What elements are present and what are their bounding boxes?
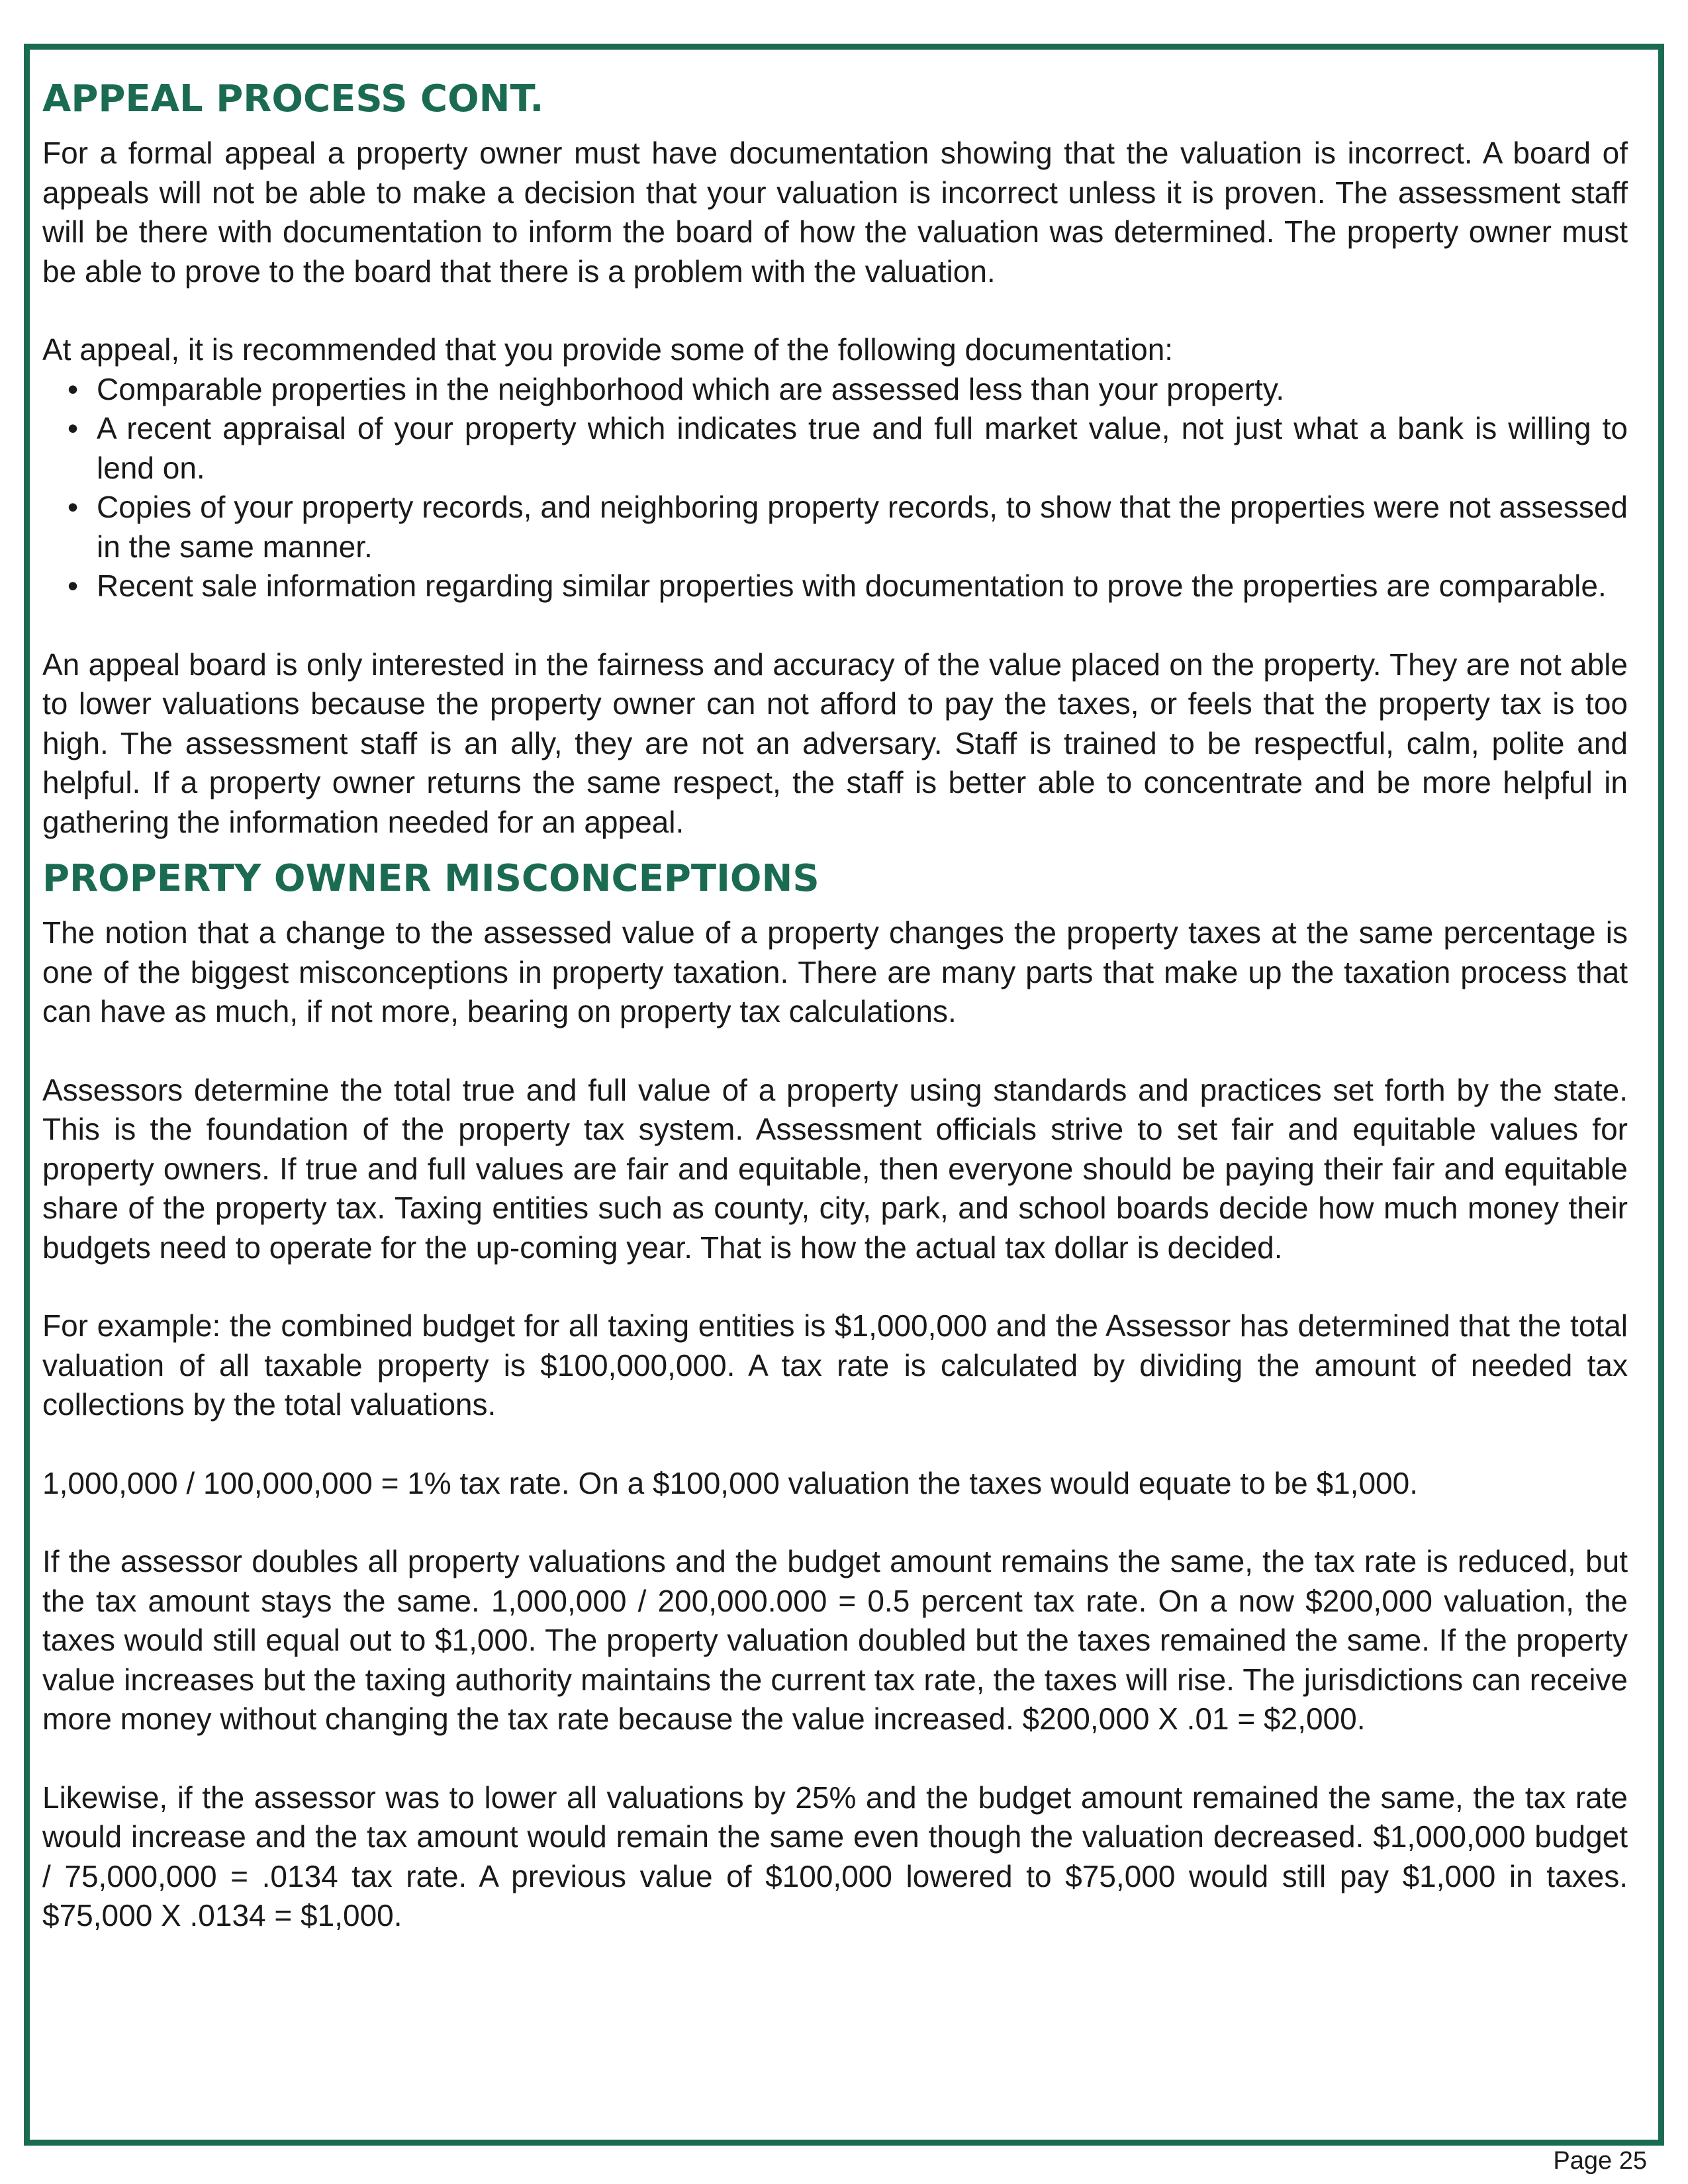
page-number: Page 25 bbox=[1553, 2147, 1647, 2175]
list-item: • Comparable properties in the neighborhood which are assessed less than your property. bbox=[42, 370, 1628, 410]
list-item: • Recent sale information regarding similar properties with documentation to prove the properties are comparable. bbox=[42, 567, 1628, 606]
page-content bbox=[42, 73, 1628, 1936]
heading-misconceptions: PROPERTY OWNER MISCONCEPTIONS bbox=[42, 857, 820, 900]
list-item: • Copies of your property records, and neighboring property records, to show that the properties were not assessed in the same manner. bbox=[42, 488, 1628, 567]
paragraph-doubling: If the assessor doubles all property valuations and the budget amount remains the same, the tax rate is reduced, but the tax amount stays the same. 1,000,000 / 200,000.000 = 0.5 percent tax rate. On a now $200,000 valuation, the taxes would still equal out to $1,000. The property valuation doubled but the taxes remained the same. If the property value increases but the taxing authority maintains the current tax rate, the taxes will rise. The jurisdictions can receive more money without changing the tax rate because the value increased. $200,000 X .01 = $2,000. bbox=[42, 1544, 1628, 1736]
documentation-list bbox=[42, 370, 1628, 606]
paragraph-appeal-board: An appeal board is only interested in the fairness and accuracy of the value placed on the property. They are not able to lower valuations because the property owner can not afford to pay the taxes, or feels that the property tax is too high. The assessment staff is an ally, they are not an adversary. Staff is trained to be respectful, calm, polite and helpful. If a property owner returns the same respect, the staff is better able to concentrate and be more helpful in gathering the information needed for an appeal. bbox=[42, 647, 1628, 839]
paragraph-assessors: Assessors determine the total true and full value of a property using standards and practices set forth by the state. This is the foundation of the property tax system. Assessment officials strive to set fair and equitable values for property owners. If true and full values are fair and equitable, then everyone should be paying their fair and equitable share of the property tax. Taxing entities such as county, city, park, and school boards decide how much money their budgets need to operate for the up-coming year. That is how the actual tax dollar is decided. bbox=[42, 1072, 1628, 1265]
heading-appeal-process: APPEAL PROCESS CONT. bbox=[42, 77, 544, 120]
paragraph-notion: The notion that a change to the assessed value of a property changes the property taxes at the same percentage is one of the biggest misconceptions in property taxation. There are many parts that make up the taxation process that can have as much, if not more, bearing on property tax calculations. bbox=[42, 915, 1628, 1028]
paragraph-formal-appeal: For a formal appeal a property owner must have documentation showing that the valuation is incorrect. A board of appeals will not be able to make a decision that your valuation is incorrect unless it is proven. The assessment staff will be there with documentation to inform the board of how the valuation was determined. The property owner must be able to prove to the board that there is a problem with the valuation. bbox=[42, 136, 1628, 289]
list-item: • A recent appraisal of your property which indicates true and full market value, not just what a bank is willing to lend on. bbox=[42, 409, 1628, 488]
paragraph-example: For example: the combined budget for all taxing entities is $1,000,000 and the Assessor has determined that the total valuation of all taxable property is $100,000,000. A tax rate is calculated by dividing the amount of needed tax collections by the total valuations. bbox=[42, 1308, 1628, 1422]
paragraph-documentation-intro: At appeal, it is recommended that you provide some of the following documentation: bbox=[42, 332, 1174, 367]
paragraph-calculation: 1,000,000 / 100,000,000 = 1% tax rate. On a $100,000 valuation the taxes would equate to be $1,000. bbox=[42, 1465, 1418, 1500]
paragraph-lowering: Likewise, if the assessor was to lower all valuations by 25% and the budget amount remained the same, the tax rate would increase and the tax amount would remain the same even though the valuation decreased. $1,000,000 budget / 75,000,000 = .0134 tax rate. A previous value of $100,000 lowered to $75,000 would still pay $1,000 in taxes. $75,000 X .0134 = $1,000. bbox=[42, 1780, 1628, 1933]
